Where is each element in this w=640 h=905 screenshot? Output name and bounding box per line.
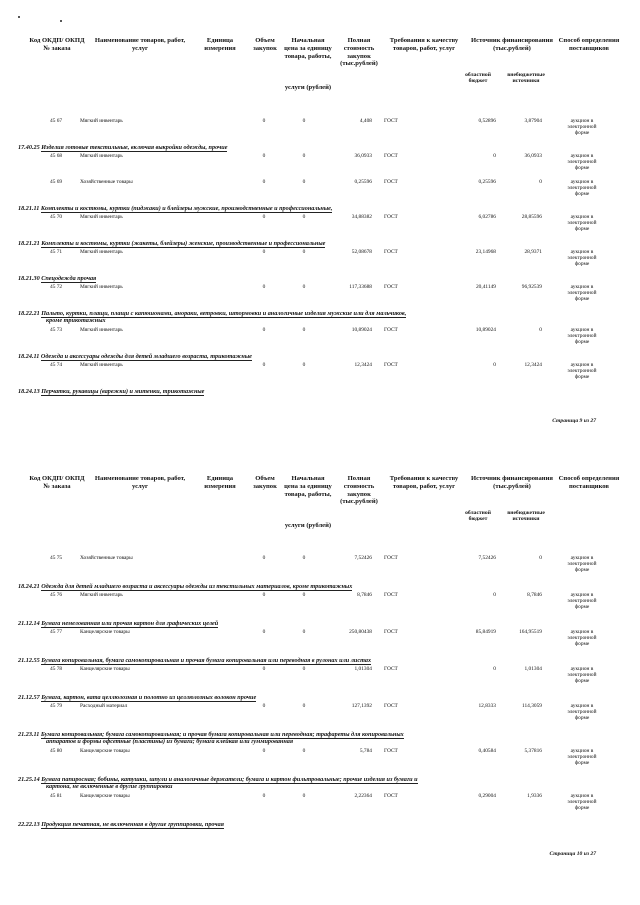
price-value: 0 — [302, 153, 306, 159]
item-name: Мягкий инвентарь — [80, 362, 123, 368]
extra-value: 0 — [539, 327, 542, 333]
extra-value: 0 — [539, 555, 542, 561]
header-method: Способ определения поставщиков — [558, 475, 620, 490]
item-name: Хозяйственные товары — [80, 555, 133, 561]
method-value: аукцион в электронной форме — [567, 153, 597, 172]
group-heading — [18, 694, 618, 701]
group-code: 18.21.11 — [18, 205, 40, 212]
order-number: 45 68 — [50, 153, 63, 159]
method-value: аукцион в электронной форме — [567, 118, 597, 137]
volume-value: 0 — [262, 629, 266, 635]
volume-value: 0 — [262, 284, 266, 290]
header-name: Наименование товаров, работ, услуг — [94, 37, 186, 52]
method-value: аукцион в электронной форме — [567, 327, 597, 346]
group-heading — [18, 657, 618, 664]
group-heading — [18, 821, 618, 828]
regional-value: 0 — [493, 666, 496, 672]
volume-value: 0 — [262, 793, 266, 799]
method-value: аукцион в электронной форме — [567, 592, 597, 611]
item-name: Канцелярские товары — [80, 629, 130, 635]
header-code: Код ОКДП/ ОКПД № заказа — [29, 37, 85, 52]
extra-value: 12,3424 — [524, 362, 542, 368]
method-value: аукцион в электронной форме — [567, 362, 597, 381]
group-code: 21.12.14 — [18, 620, 40, 627]
quality-value: ГОСТ — [384, 249, 398, 255]
group-code: 21.12.55 — [18, 657, 40, 664]
cost-value: 52,08678 — [351, 249, 372, 255]
header-source: Источник финансирования (тыс.рублей) — [471, 37, 553, 52]
order-number: 45 76 — [50, 592, 63, 598]
extra-value: 1,01304 — [524, 666, 542, 672]
regional-value: 0,25596 — [478, 179, 496, 185]
order-number: 45 75 — [50, 555, 63, 561]
quality-value: ГОСТ — [384, 555, 398, 561]
group-title: Продукция печатная, не включенная в другие группировки, прочая — [41, 821, 224, 828]
header-volume: Объем закупок — [253, 475, 277, 490]
group-heading — [18, 310, 618, 317]
quality-value: ГОСТ — [384, 327, 398, 333]
cost-value: 250,80438 — [349, 629, 372, 635]
group-title: Бумага немелованная или прочая картон для графических целей — [41, 620, 219, 627]
group-code: 21.12.57 — [18, 694, 40, 701]
order-number: 45 74 — [50, 362, 63, 368]
header-extrabudget: внебюджетные источники — [507, 510, 545, 523]
regional-value: 85,84919 — [475, 629, 496, 635]
quality-value: ГОСТ — [384, 703, 398, 709]
header-name: Наименование товаров, работ, услуг — [94, 475, 186, 490]
order-number: 45 78 — [50, 666, 63, 672]
cost-value: 127,1392 — [351, 703, 372, 709]
price-value: 0 — [302, 179, 306, 185]
group-heading — [18, 776, 618, 783]
volume-value: 0 — [262, 362, 266, 368]
header-start-price: Начальная цена за единицу товара, работы, — [284, 475, 332, 498]
group-code: 18.24.11 — [18, 353, 40, 360]
group-heading — [18, 275, 618, 282]
method-value: аукцион в электронной форме — [567, 249, 597, 268]
header-code: Код ОКДП/ ОКПД № заказа — [29, 475, 85, 490]
method-value: аукцион в электронной форме — [567, 703, 597, 722]
order-number: 45 79 — [50, 703, 63, 709]
volume-value: 0 — [262, 666, 266, 672]
volume-value: 0 — [262, 327, 266, 333]
cost-value: 2,22364 — [354, 793, 372, 799]
group-title: Одежда для детей младшего возраста и аксессуары одежды из текстильных материалов, кроме трикотажных — [41, 583, 353, 590]
volume-value: 0 — [262, 153, 266, 159]
item-name: Мягкий инвентарь — [80, 214, 123, 220]
group-title: Спецодежда прочая — [41, 275, 97, 282]
cost-value: 7,52426 — [354, 555, 372, 561]
regional-value: 12,8333 — [478, 703, 496, 709]
method-value: аукцион в электронной форме — [567, 666, 597, 685]
regional-value: 20,41149 — [475, 284, 496, 290]
group-title: Изделия готовые текстильные, включая выкройки одежды, прочие — [41, 144, 228, 151]
header-unit: Единица измерения — [204, 37, 236, 52]
extra-value: 36,0933 — [524, 153, 542, 159]
price-value: 0 — [302, 214, 306, 220]
group-heading — [18, 205, 618, 212]
group-heading — [18, 240, 618, 247]
group-title: Комплекты и костюмы, куртки (пиджаки) и блейзеры мужские, производственные и профессиональные, — [40, 205, 333, 212]
volume-value: 0 — [262, 179, 266, 185]
volume-value: 0 — [262, 249, 266, 255]
extra-value: 3,87904 — [524, 118, 542, 124]
header-method: Способ определения поставщиков — [558, 37, 620, 52]
cost-value: 12,3424 — [354, 362, 372, 368]
header-full-cost: Полная стоимость закупок (тыс.рублей) — [340, 37, 378, 68]
group-title: Пальто, куртки, плащи, плащи с капюшонами, анораки, ветровки, штормовки и аналогичные изделия мужские или для мальчиков, — [41, 310, 407, 317]
method-value: аукцион в электронной форме — [567, 793, 597, 812]
group-title: Комплекты и костюмы, куртки (жакеты, блейзеры) женские, производственные и профессиональные — [41, 240, 326, 247]
quality-value: ГОСТ — [384, 179, 398, 185]
volume-value: 0 — [262, 703, 266, 709]
price-value: 0 — [302, 748, 306, 754]
group-title: Одежда и аксессуары одежды для детей младшего возраста, трикотажные — [40, 353, 252, 360]
group-title: Бумага копировальная, бумага самокопировальная и прочая бумага копировальная или переводная в рулонах или листах — [41, 657, 372, 664]
header-volume: Объем закупок — [253, 37, 277, 52]
order-number: 45 72 — [50, 284, 63, 290]
price-value: 0 — [302, 592, 306, 598]
regional-value: 0 — [493, 362, 496, 368]
method-value: аукцион в электронной форме — [567, 179, 597, 198]
header-unit: Единица измерения — [204, 475, 236, 490]
regional-value: 6,02786 — [478, 214, 496, 220]
method-value: аукцион в электронной форме — [567, 629, 597, 648]
price-value: 0 — [302, 362, 306, 368]
scan-speck — [60, 20, 62, 22]
group-heading — [18, 731, 618, 738]
price-value: 0 — [302, 793, 306, 799]
extra-value: 8,7846 — [527, 592, 542, 598]
regional-value: 0,52896 — [478, 118, 496, 124]
extra-value: 28,85596 — [521, 214, 542, 220]
group-title: Бумага, картон, вата целлюлозная и полотно из целлюлозных волокон прочие — [41, 694, 257, 701]
order-number: 45 73 — [50, 327, 63, 333]
cost-value: 36,0933 — [354, 153, 372, 159]
price-value: 0 — [302, 249, 306, 255]
group-heading — [18, 144, 618, 151]
price-value: 0 — [302, 555, 306, 561]
item-name: Расходный материал — [80, 703, 128, 709]
order-number: 45 77 — [50, 629, 63, 635]
regional-value: 10,89024 — [475, 327, 496, 333]
scan-speck — [18, 16, 20, 18]
item-name: Мягкий инвентарь — [80, 284, 123, 290]
group-code: 18.21.30 — [18, 275, 40, 282]
cost-value: 8,7846 — [357, 592, 372, 598]
extra-value: 114,3059 — [521, 703, 542, 709]
page-number: Страница 9 из 27 — [552, 418, 596, 424]
group-heading — [18, 583, 618, 590]
item-name: Канцелярские товары — [80, 793, 130, 799]
group-title-cont: картона, не включенные в другие группировки — [46, 783, 173, 790]
header-start-price-unit: услуги (рублей) — [284, 84, 332, 91]
order-number: 45 67 — [50, 118, 63, 124]
group-code: 18.24.21 — [18, 583, 40, 590]
regional-value: 23,14968 — [475, 249, 496, 255]
quality-value: ГОСТ — [384, 118, 398, 124]
extra-value: 0 — [539, 179, 542, 185]
item-name: Канцелярские товары — [80, 666, 130, 672]
quality-value: ГОСТ — [384, 362, 398, 368]
group-title: Перчатки, рукавицы (варежки) и митенки, трикотажные — [41, 388, 205, 395]
order-number: 45 71 — [50, 249, 63, 255]
quality-value: ГОСТ — [384, 284, 398, 290]
header-start-price-unit: услуги (рублей) — [284, 522, 332, 529]
cost-value: 34,88382 — [351, 214, 372, 220]
regional-value: 7,52426 — [478, 555, 496, 561]
extra-value: 5,37816 — [524, 748, 542, 754]
method-value: аукцион в электронной форме — [567, 214, 597, 233]
method-value: аукцион в электронной форме — [567, 284, 597, 303]
header-source: Источник финансирования (тыс.рублей) — [471, 475, 553, 490]
method-value: аукцион в электронной форме — [567, 748, 597, 767]
page-number: Страница 10 из 27 — [549, 851, 596, 857]
header-quality: Требования к качеству товаров, работ, услуг — [389, 37, 459, 52]
header-start-price: Начальная цена за единицу товара, работы, — [284, 37, 332, 60]
regional-value: 0 — [493, 592, 496, 598]
extra-value: 164,95519 — [519, 629, 542, 635]
quality-value: ГОСТ — [384, 592, 398, 598]
header-quality: Требования к качеству товаров, работ, услуг — [389, 475, 459, 490]
document-page-1 — [0, 0, 640, 440]
price-value: 0 — [302, 666, 306, 672]
item-name: Канцелярские товары — [80, 748, 130, 754]
group-code: 21.25.14 — [18, 776, 40, 783]
order-number: 45 80 — [50, 748, 63, 754]
volume-value: 0 — [262, 214, 266, 220]
header-regional: областной бюджет — [465, 510, 491, 523]
price-value: 0 — [302, 118, 306, 124]
header-regional: областной бюджет — [465, 72, 491, 85]
extra-value: 1,9336 — [527, 793, 542, 799]
group-heading — [18, 353, 618, 360]
item-name: Мягкий инвентарь — [80, 592, 123, 598]
header-extrabudget: внебюджетные источники — [507, 72, 545, 85]
cost-value: 5,784 — [359, 748, 372, 754]
cost-value: 0,25596 — [354, 179, 372, 185]
volume-value: 0 — [262, 592, 266, 598]
price-value: 0 — [302, 629, 306, 635]
item-name: Мягкий инвентарь — [80, 327, 123, 333]
item-name: Мягкий инвентарь — [80, 249, 123, 255]
cost-value: 4,408 — [359, 118, 372, 124]
quality-value: ГОСТ — [384, 748, 398, 754]
cost-value: 117,33688 — [349, 284, 372, 290]
document-page-2 — [0, 460, 640, 900]
price-value: 0 — [302, 284, 306, 290]
group-code: 18.24.13 — [18, 388, 40, 395]
volume-value: 0 — [262, 748, 266, 754]
group-title-cont: кроме трикотажных — [46, 317, 106, 324]
order-number: 45 81 — [50, 793, 63, 799]
group-code: 18.21.21 — [18, 240, 40, 247]
method-value: аукцион в электронной форме — [567, 555, 597, 574]
extra-value: 28,9371 — [524, 249, 542, 255]
quality-value: ГОСТ — [384, 629, 398, 635]
item-name: Мягкий инвентарь — [80, 118, 123, 124]
regional-value: 0,29004 — [478, 793, 496, 799]
quality-value: ГОСТ — [384, 793, 398, 799]
group-code: 21.23.11 — [18, 731, 40, 738]
price-value: 0 — [302, 703, 306, 709]
extra-value: 96,92539 — [521, 284, 542, 290]
cost-value: 10,89024 — [351, 327, 372, 333]
group-title-cont: аппаратов и формы офсетные (пластины) из бумаги; бумага клейкая или гуммированная — [46, 738, 294, 745]
quality-value: ГОСТ — [384, 666, 398, 672]
group-heading — [18, 620, 618, 627]
group-code: 17.40.25 — [18, 144, 40, 151]
regional-value: 0,40584 — [478, 748, 496, 754]
header-full-cost: Полная стоимость закупок (тыс.рублей) — [340, 475, 378, 506]
order-number: 45 69 — [50, 179, 63, 185]
group-title: Бумага папиросная; бобины, катушки, шпули и аналогичные держатели; бумага и картон фильтровальные; прочие изделия из бумаги и — [41, 776, 418, 783]
volume-value: 0 — [262, 555, 266, 561]
group-code: 18.22.21 — [18, 310, 40, 317]
group-title: Бумага копировальная; бумага самокопировальная; и прочая бумага копировальная или переводная; трафареты для копировальных — [40, 731, 404, 738]
cost-value: 1,01304 — [354, 666, 372, 672]
group-code: 22.22.13 — [18, 821, 40, 828]
order-number: 45 70 — [50, 214, 63, 220]
quality-value: ГОСТ — [384, 214, 398, 220]
regional-value: 0 — [493, 153, 496, 159]
price-value: 0 — [302, 327, 306, 333]
quality-value: ГОСТ — [384, 153, 398, 159]
volume-value: 0 — [262, 118, 266, 124]
item-name: Хозяйственные товары — [80, 179, 133, 185]
group-heading — [18, 388, 618, 395]
item-name: Мягкий инвентарь — [80, 153, 123, 159]
